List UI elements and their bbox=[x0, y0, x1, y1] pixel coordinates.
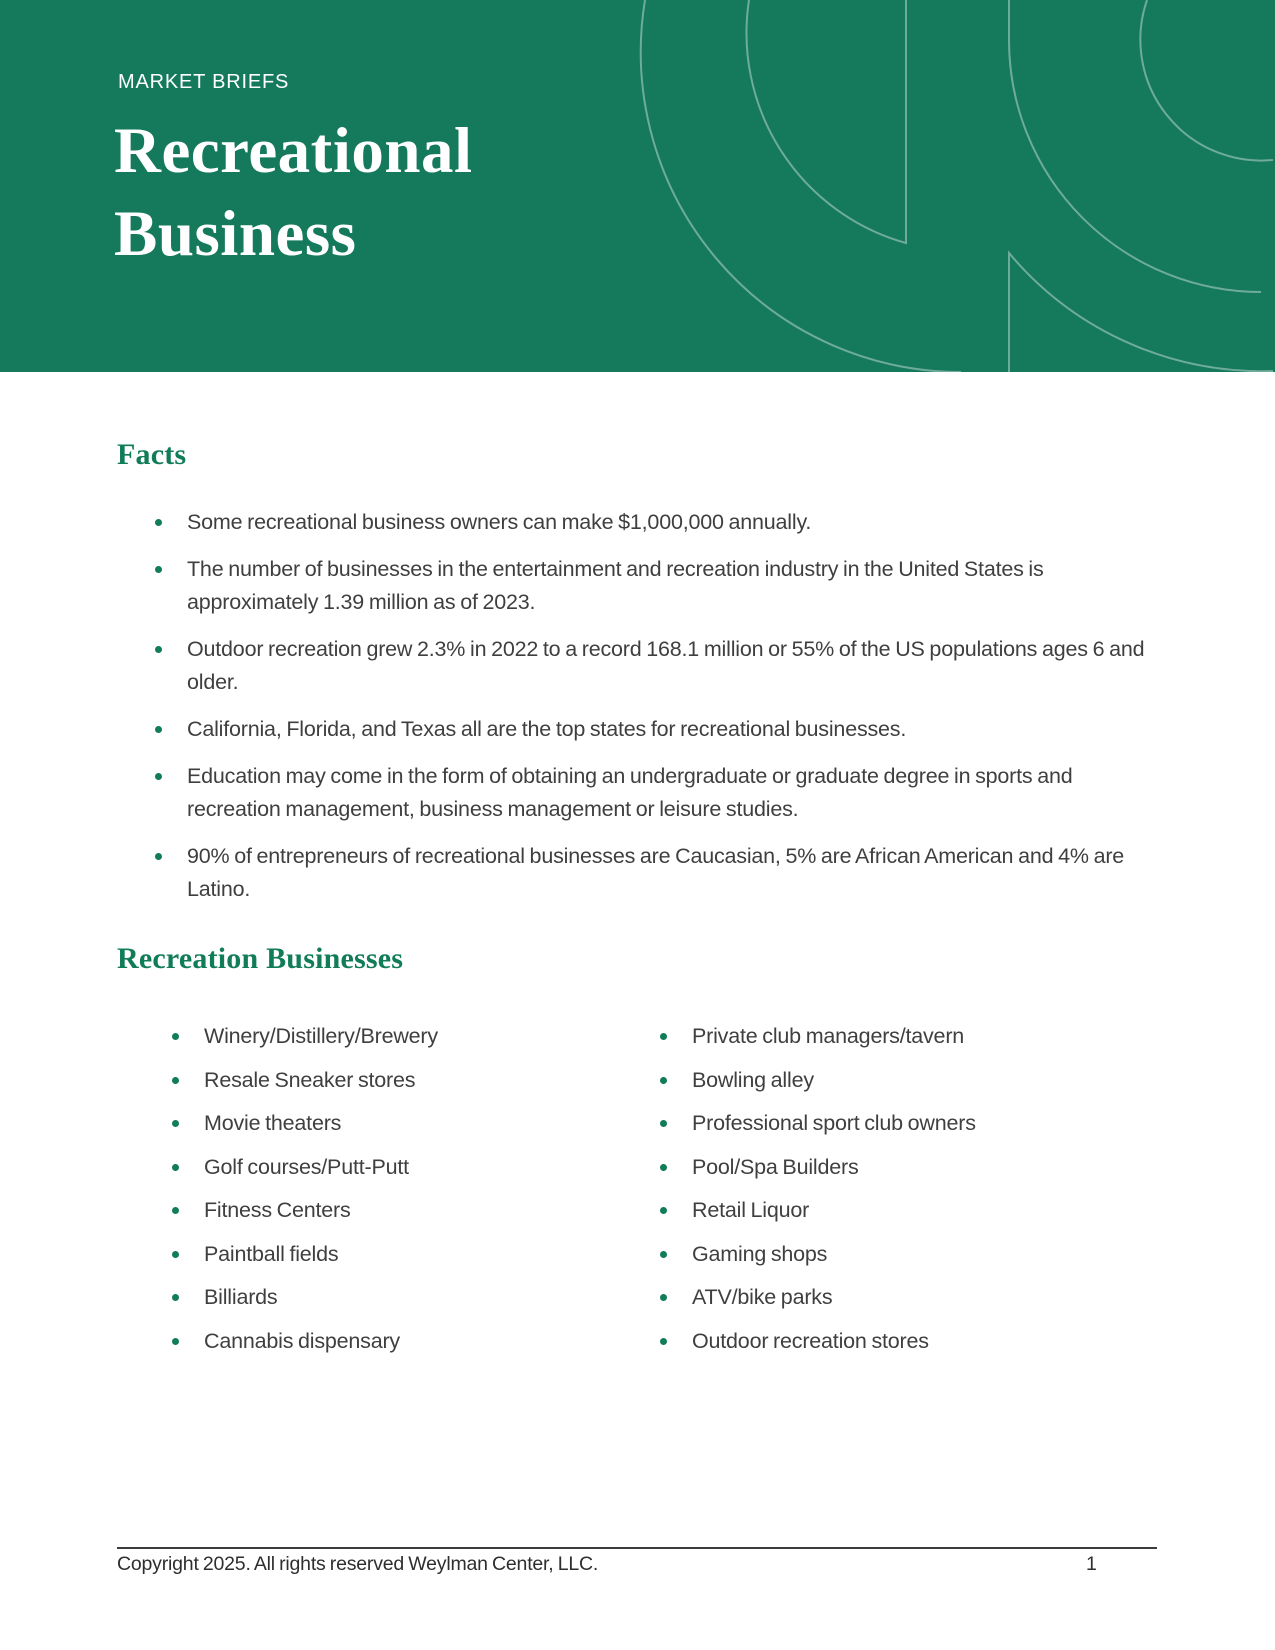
business-item bbox=[605, 1281, 976, 1314]
business-text: Professional sport club owners bbox=[692, 1111, 976, 1135]
fact-text: California, Florida, and Texas all are the top states for recreational businesses. bbox=[187, 717, 907, 741]
bullet-icon bbox=[155, 519, 162, 526]
business-text: Golf courses/Putt-Putt bbox=[204, 1154, 409, 1179]
businesses-columns bbox=[117, 1020, 1162, 1368]
header-banner bbox=[0, 0, 1275, 372]
business-item bbox=[605, 1020, 976, 1053]
business-item bbox=[117, 1194, 605, 1227]
title-line-1: Recreational bbox=[114, 115, 473, 187]
facts-section bbox=[117, 438, 1162, 920]
business-text: Cannabis dispensary bbox=[204, 1328, 400, 1353]
business-text: Winery/Distillery/Brewery bbox=[204, 1024, 438, 1048]
bullet-icon bbox=[172, 1207, 179, 1214]
business-text: Bowling alley bbox=[692, 1067, 814, 1092]
business-item bbox=[605, 1107, 976, 1140]
bullet-icon bbox=[660, 1207, 667, 1214]
bullet-icon bbox=[172, 1033, 179, 1040]
bullet-icon bbox=[172, 1120, 179, 1127]
business-text: Pool/Spa Builders bbox=[692, 1154, 859, 1179]
facts-heading: Facts bbox=[117, 438, 187, 471]
business-text: Paintball fields bbox=[204, 1241, 339, 1266]
business-text: Outdoor recreation stores bbox=[692, 1328, 929, 1353]
business-text: Private club managers/tavern bbox=[692, 1024, 965, 1048]
bullet-icon bbox=[660, 1033, 667, 1040]
bullet-icon bbox=[172, 1251, 179, 1258]
facts-list bbox=[117, 506, 1162, 906]
businesses-left-column bbox=[117, 1020, 605, 1368]
fact-item bbox=[117, 633, 1162, 699]
business-item bbox=[605, 1194, 976, 1227]
business-item bbox=[117, 1238, 605, 1271]
bullet-icon bbox=[172, 1338, 179, 1345]
business-text: Fitness Centers bbox=[204, 1198, 351, 1222]
business-text: Billiards bbox=[204, 1285, 278, 1309]
bullet-icon bbox=[172, 1294, 179, 1301]
fact-item bbox=[117, 840, 1162, 906]
eyebrow-label: MARKET BRIEFS bbox=[118, 71, 290, 93]
page-title bbox=[114, 110, 473, 276]
page-number: 1 bbox=[1086, 1553, 1097, 1575]
bullet-icon bbox=[155, 646, 162, 653]
footer-divider bbox=[117, 1547, 1157, 1549]
bullet-icon bbox=[660, 1294, 667, 1301]
fact-item bbox=[117, 713, 1162, 746]
bullet-icon bbox=[172, 1164, 179, 1171]
business-text: Gaming shops bbox=[692, 1241, 828, 1266]
business-item bbox=[605, 1238, 976, 1271]
business-item bbox=[605, 1325, 976, 1358]
bullet-icon bbox=[172, 1077, 179, 1084]
bullet-icon bbox=[660, 1077, 667, 1084]
bullet-icon bbox=[660, 1338, 667, 1345]
fact-text: Outdoor recreation grew 2.3% in 2022 to a record 168.1 million or 55% of the US populations ages 6 and older. bbox=[187, 637, 1145, 694]
businesses-heading: Recreation Businesses bbox=[117, 942, 404, 975]
fact-text: Some recreational business owners can make $1,000,000 annually. bbox=[187, 510, 812, 534]
bullet-icon bbox=[155, 726, 162, 733]
weylman-w-arcs-icon bbox=[600, 0, 1275, 372]
bullet-icon bbox=[155, 566, 162, 573]
business-item bbox=[117, 1107, 605, 1140]
fact-text: The number of businesses in the entertainment and recreation industry in the United States is approximately 1.39 million as of 2023. bbox=[187, 557, 1044, 614]
fact-item bbox=[117, 553, 1162, 619]
business-item bbox=[117, 1020, 605, 1053]
fact-text: Education may come in the form of obtaining an undergraduate or graduate degree in sports and recreation management, business management or leisure studies. bbox=[187, 764, 1073, 821]
bullet-icon bbox=[660, 1164, 667, 1171]
business-item bbox=[117, 1064, 605, 1097]
bullet-icon bbox=[660, 1120, 667, 1127]
fact-item bbox=[117, 506, 1162, 539]
bullet-icon bbox=[660, 1251, 667, 1258]
business-text: Resale Sneaker stores bbox=[204, 1067, 416, 1092]
recreation-businesses-section bbox=[117, 942, 1162, 1368]
businesses-right-column bbox=[605, 1020, 976, 1368]
business-text: ATV/bike parks bbox=[692, 1285, 833, 1309]
fact-item bbox=[117, 760, 1162, 826]
bullet-icon bbox=[155, 773, 162, 780]
copyright-text: Copyright 2025. All rights reserved Weylman Center, LLC. bbox=[117, 1553, 599, 1575]
business-item bbox=[605, 1151, 976, 1184]
business-text: Movie theaters bbox=[204, 1111, 342, 1135]
title-line-2: Business bbox=[114, 198, 357, 271]
business-item bbox=[117, 1151, 605, 1184]
business-item bbox=[117, 1281, 605, 1314]
business-item bbox=[117, 1325, 605, 1358]
business-item bbox=[605, 1064, 976, 1097]
fact-text: 90% of entrepreneurs of recreational businesses are Caucasian, 5% are African American and 4% are Latino. bbox=[187, 844, 1125, 901]
bullet-icon bbox=[155, 853, 162, 860]
business-text: Retail Liquor bbox=[692, 1198, 810, 1222]
